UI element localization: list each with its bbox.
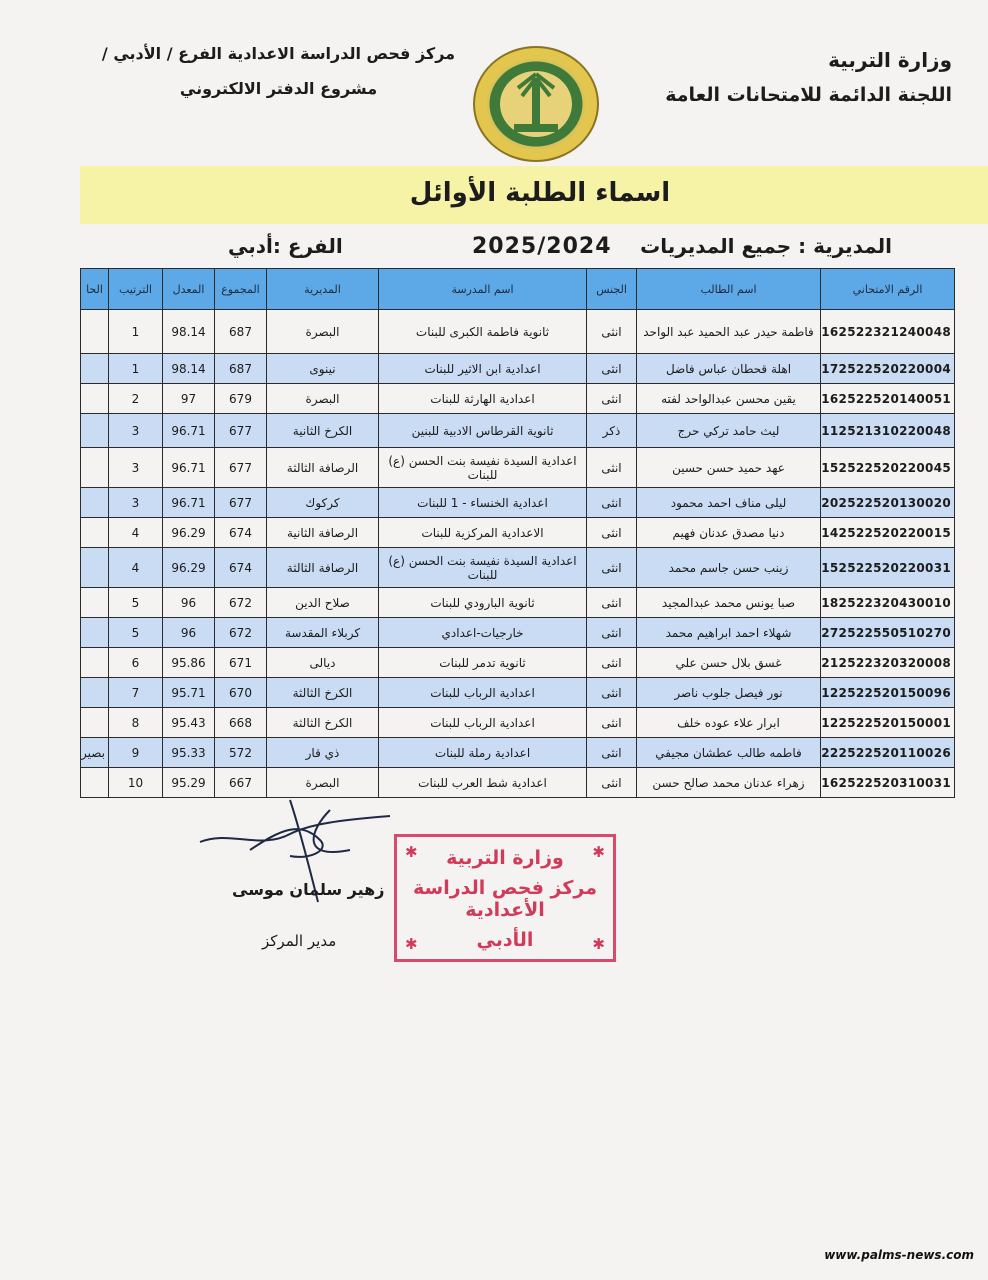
cell-average: 98.14 [163, 310, 215, 354]
cell-gender: انثى [587, 488, 637, 518]
cell-gender: انثى [587, 678, 637, 708]
cell-state [81, 678, 109, 708]
official-stamp [394, 834, 616, 962]
cell-student-name: شهلاء احمد ابراهيم محمد [637, 618, 821, 648]
col-gender: الجنس [587, 269, 637, 310]
cell-exam-no: 162522321240048 [821, 310, 955, 354]
cell-total: 672 [215, 588, 267, 618]
cell-directorate: الرصافة الثانية [267, 518, 379, 548]
cell-directorate: البصرة [267, 768, 379, 798]
signatory-name: زهير سلمان موسى [232, 880, 385, 899]
cell-state: بصير [81, 738, 109, 768]
cell-directorate: الرصافة الثالثة [267, 548, 379, 588]
cell-state [81, 414, 109, 448]
col-student-name: اسم الطالب [637, 269, 821, 310]
cell-rank: 3 [109, 414, 163, 448]
cell-state [81, 384, 109, 414]
cell-rank: 7 [109, 678, 163, 708]
cell-total: 687 [215, 354, 267, 384]
col-total: المجموع [215, 269, 267, 310]
col-school: اسم المدرسة [379, 269, 587, 310]
cell-gender: انثى [587, 518, 637, 548]
star-icon: ✱ [592, 935, 605, 953]
cell-school: اعدادية رملة للبنات [379, 738, 587, 768]
cell-average: 95.86 [163, 648, 215, 678]
cell-directorate: الرصافة الثالثة [267, 448, 379, 488]
cell-student-name: ابرار علاء عوده خلف [637, 708, 821, 738]
academic-year: 2025/2024 [472, 234, 612, 259]
cell-exam-no: 272522550510270 [821, 618, 955, 648]
cell-total: 674 [215, 548, 267, 588]
table-row [81, 548, 955, 588]
cell-rank: 6 [109, 648, 163, 678]
cell-school: اعدادية ابن الاثير للبنات [379, 354, 587, 384]
cell-rank: 1 [109, 310, 163, 354]
cell-total: 687 [215, 310, 267, 354]
cell-gender: انثى [587, 618, 637, 648]
cell-state [81, 354, 109, 384]
cell-gender: انثى [587, 648, 637, 678]
cell-directorate: الكرخ الثانية [267, 414, 379, 448]
cell-school: اعدادية الهارثة للبنات [379, 384, 587, 414]
committee-name: اللجنة الدائمة للامتحانات العامة [665, 84, 952, 106]
signatory-role: مدير المركز [262, 932, 337, 950]
cell-directorate: الكرخ الثالثة [267, 678, 379, 708]
cell-exam-no: 122522520150096 [821, 678, 955, 708]
cell-rank: 10 [109, 768, 163, 798]
cell-total: 668 [215, 708, 267, 738]
cell-average: 98.14 [163, 354, 215, 384]
table-row [81, 518, 955, 548]
table-row [81, 384, 955, 414]
stamp-line-3: الأدبي [476, 929, 534, 951]
cell-rank: 5 [109, 588, 163, 618]
cell-directorate: ذي قار [267, 738, 379, 768]
star-icon: ✱ [592, 843, 605, 861]
cell-exam-no: 162522520310031 [821, 768, 955, 798]
cell-school: ثانوية تدمر للبنات [379, 648, 587, 678]
cell-school: ثانوية فاطمة الكبرى للبنات [379, 310, 587, 354]
cell-average: 96 [163, 588, 215, 618]
cell-average: 96.71 [163, 414, 215, 448]
cell-school: اعدادية السيدة نفيسة بنت الحسن (ع) للبنات [379, 548, 587, 588]
col-rank: الترتيب [109, 269, 163, 310]
cell-gender: انثى [587, 384, 637, 414]
cell-student-name: نور فيصل جلوب ناصر [637, 678, 821, 708]
branch-label: الفرع :أدبي [228, 234, 343, 258]
cell-exam-no: 122522520150001 [821, 708, 955, 738]
col-average: المعدل [163, 269, 215, 310]
cell-student-name: فاطمه طالب عطشان مجيفي [637, 738, 821, 768]
table-row [81, 448, 955, 488]
cell-state [81, 768, 109, 798]
cell-total: 677 [215, 414, 267, 448]
cell-gender: انثى [587, 768, 637, 798]
cell-exam-no: 182522320430010 [821, 588, 955, 618]
cell-gender: انثى [587, 354, 637, 384]
cell-average: 96.71 [163, 448, 215, 488]
cell-state [81, 708, 109, 738]
cell-total: 670 [215, 678, 267, 708]
cell-state [81, 618, 109, 648]
cell-average: 95.71 [163, 678, 215, 708]
col-state: الحا [81, 269, 109, 310]
table-row [81, 648, 955, 678]
cell-exam-no: 172522520220004 [821, 354, 955, 384]
cell-exam-no: 152522520220031 [821, 548, 955, 588]
center-name: مركز فحص الدراسة الاعدادية الفرع / الأدبي / [101, 44, 456, 63]
cell-exam-no: 222522520110026 [821, 738, 955, 768]
page-title: اسماء الطلبة الأوائل [409, 178, 671, 208]
cell-total: 572 [215, 738, 267, 768]
cell-state [81, 518, 109, 548]
cell-student-name: صبا يونس محمد عبدالمجيد [637, 588, 821, 618]
col-exam-no: الرقم الامتحاني [821, 269, 955, 310]
cell-exam-no: 112521310220048 [821, 414, 955, 448]
cell-total: 671 [215, 648, 267, 678]
star-icon: ✱ [405, 843, 418, 861]
center-header [96, 44, 461, 98]
cell-school: اعدادية الرباب للبنات [379, 678, 587, 708]
cell-gender: انثى [587, 708, 637, 738]
stamp-line-1: وزارة التربية [446, 847, 564, 869]
cell-directorate: الكرخ الثالثة [267, 708, 379, 738]
cell-average: 96 [163, 618, 215, 648]
table-row [81, 588, 955, 618]
cell-state [81, 588, 109, 618]
cell-total: 672 [215, 618, 267, 648]
cell-total: 679 [215, 384, 267, 414]
cell-exam-no: 162522520140051 [821, 384, 955, 414]
cell-student-name: غسق بلال حسن علي [637, 648, 821, 678]
results-table [80, 268, 955, 798]
cell-directorate: البصرة [267, 384, 379, 414]
cell-gender: ذكر [587, 414, 637, 448]
cell-total: 677 [215, 488, 267, 518]
cell-school: اعدادية شط العرب للبنات [379, 768, 587, 798]
cell-directorate: كركوك [267, 488, 379, 518]
cell-average: 95.29 [163, 768, 215, 798]
table-row [81, 414, 955, 448]
cell-gender: انثى [587, 448, 637, 488]
cell-total: 667 [215, 768, 267, 798]
cell-student-name: عهد حميد حسن حسين [637, 448, 821, 488]
cell-school: الاعدادية المركزية للبنات [379, 518, 587, 548]
cell-gender: انثى [587, 588, 637, 618]
col-directorate: المديرية [267, 269, 379, 310]
table-row [81, 678, 955, 708]
cell-school: ثانوية القرطاس الادبية للبنين [379, 414, 587, 448]
cell-rank: 2 [109, 384, 163, 414]
cell-student-name: فاطمة حيدر عبد الحميد عبد الواحد [637, 310, 821, 354]
cell-average: 96.71 [163, 488, 215, 518]
cell-exam-no: 202522520130020 [821, 488, 955, 518]
table-row [81, 738, 955, 768]
cell-average: 96.29 [163, 518, 215, 548]
cell-rank: 9 [109, 738, 163, 768]
table-row [81, 708, 955, 738]
cell-rank: 5 [109, 618, 163, 648]
table-row [81, 618, 955, 648]
cell-rank: 4 [109, 548, 163, 588]
cell-school: اعدادية الخنساء - 1 للبنات [379, 488, 587, 518]
cell-directorate: نينوى [267, 354, 379, 384]
stamp-line-2: مركز فحص الدراسة الأعدادية [412, 877, 598, 921]
cell-school: خارجيات-اعدادي [379, 618, 587, 648]
cell-rank: 4 [109, 518, 163, 548]
directorate-label: المديرية : جميع المديريات [640, 234, 892, 258]
cell-total: 674 [215, 518, 267, 548]
ministry-seal-icon [470, 44, 602, 164]
cell-rank: 3 [109, 488, 163, 518]
cell-school: ثانوية البارودي للبنات [379, 588, 587, 618]
cell-rank: 3 [109, 448, 163, 488]
cell-student-name: زهراء عدنان محمد صالح حسن [637, 768, 821, 798]
ministry-name: وزارة التربية [828, 48, 952, 72]
cell-total: 677 [215, 448, 267, 488]
cell-average: 95.43 [163, 708, 215, 738]
cell-state [81, 488, 109, 518]
cell-average: 95.33 [163, 738, 215, 768]
cell-school: اعدادية الرباب للبنات [379, 708, 587, 738]
cell-student-name: اهلة قحطان عباس فاضل [637, 354, 821, 384]
cell-rank: 1 [109, 354, 163, 384]
star-icon: ✱ [405, 935, 418, 953]
project-name: مشروع الدفتر الالكتروني [179, 79, 378, 98]
cell-exam-no: 152522520220045 [821, 448, 955, 488]
cell-directorate: ديالى [267, 648, 379, 678]
cell-state [81, 310, 109, 354]
cell-gender: انثى [587, 738, 637, 768]
cell-school: اعدادية السيدة نفيسة بنت الحسن (ع) للبنات [379, 448, 587, 488]
cell-student-name: ليث حامد تركي حرج [637, 414, 821, 448]
table-row [81, 354, 955, 384]
cell-student-name: زينب حسن جاسم محمد [637, 548, 821, 588]
table-header-row [81, 269, 955, 310]
cell-directorate: صلاح الدين [267, 588, 379, 618]
cell-gender: انثى [587, 310, 637, 354]
cell-average: 96.29 [163, 548, 215, 588]
watermark-url: www.palms-news.com [824, 1248, 974, 1262]
cell-directorate: البصرة [267, 310, 379, 354]
cell-student-name: دنيا مصدق عدنان فهيم [637, 518, 821, 548]
cell-exam-no: 212522320320008 [821, 648, 955, 678]
cell-state [81, 648, 109, 678]
table-row [81, 310, 955, 354]
cell-gender: انثى [587, 548, 637, 588]
cell-state [81, 448, 109, 488]
cell-student-name: ليلى مناف احمد محمود [637, 488, 821, 518]
ministry-header [632, 48, 952, 106]
cell-directorate: كربلاء المقدسة [267, 618, 379, 648]
table-row [81, 488, 955, 518]
cell-state [81, 548, 109, 588]
cell-exam-no: 142522520220015 [821, 518, 955, 548]
cell-rank: 8 [109, 708, 163, 738]
cell-student-name: يقين محسن عبدالواحد لفته [637, 384, 821, 414]
cell-average: 97 [163, 384, 215, 414]
